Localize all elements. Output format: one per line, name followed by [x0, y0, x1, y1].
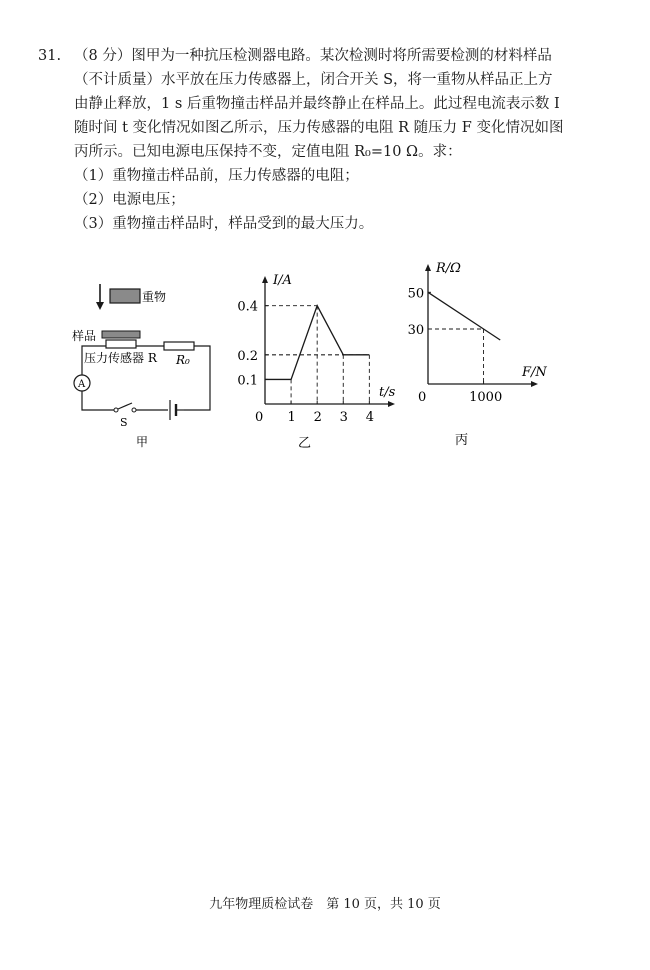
- down-arrow-icon: [96, 302, 104, 310]
- yi-y-tick-label: 0.4: [237, 299, 259, 315]
- yi-x-tick-label: 4: [365, 410, 375, 425]
- question-line-1: （8 分）图甲为一种抗压检测器电路。某次检测时将所需要检测的材料样品: [74, 48, 552, 64]
- page-footer: 九年物理质检试卷 第 10 页，共 10 页: [209, 897, 441, 912]
- bing-caption: 丙: [455, 433, 469, 448]
- yi-y-tick-label: 0.1: [237, 373, 259, 389]
- sample-block: [102, 331, 140, 338]
- figure-yi-chart: [232, 262, 402, 457]
- bing-y-tick-label: 30: [407, 323, 425, 338]
- yi-x-tick-label: 2: [313, 410, 322, 425]
- figure-jia-caption: 甲: [136, 435, 149, 449]
- sensor-label: 压力传感器 R: [84, 351, 157, 365]
- weight-block: [110, 289, 140, 303]
- yi-caption: 乙: [298, 436, 312, 451]
- question-line-3: 由静止释放，1 s 后重物撞击样品并最终静止在样品上。此过程电流表示数 I: [74, 96, 560, 112]
- subquestion-1: （1）重物撞击样品前，压力传感器的电阻；: [74, 168, 359, 184]
- bing-y-tick-label: 50: [407, 286, 425, 302]
- switch-label: S: [120, 416, 128, 429]
- yi-ylabel: I/A: [273, 273, 292, 288]
- question-number: 31.: [38, 48, 62, 64]
- yi-x-tick-label: 1: [287, 410, 296, 425]
- yi-x-tick-label: 0: [255, 410, 264, 425]
- yi-y-arrow-icon: [262, 276, 268, 283]
- switch-icon: [118, 403, 132, 409]
- resistor-label: R₀: [176, 353, 190, 367]
- figure-bing-chart: [400, 252, 550, 457]
- subquestion-3: （3）重物撞击样品时，样品受到的最大压力。: [74, 216, 374, 232]
- bing-xlabel: F/N: [522, 365, 547, 380]
- sample-label: 样品: [72, 329, 97, 343]
- bing-x-arrow-icon: [531, 381, 538, 387]
- subquestion-2: （2）电源电压；: [74, 192, 185, 208]
- bing-x-tick-label: 0: [418, 390, 427, 405]
- bing-ylabel: R/Ω: [436, 261, 461, 276]
- weight-label: 重物: [142, 290, 167, 304]
- question-line-2: （不计质量）水平放在压力传感器上，闭合开关 S，将一重物从样品正上方: [74, 72, 553, 88]
- pressure-sensor: [106, 340, 136, 348]
- yi-y-tick-label: 0.2: [237, 348, 259, 364]
- resistor-r0: [164, 342, 194, 350]
- figure-jia-circuit: [62, 272, 222, 452]
- bing-x-tick-label: 1000: [469, 390, 503, 405]
- yi-xlabel: t/s: [379, 385, 396, 400]
- ammeter-label: A: [78, 379, 86, 390]
- question-line-4: 随时间 t 变化情况如图乙所示，压力传感器的电阻 R 随压力 F 变化情况如图: [74, 120, 564, 136]
- question-line-5: 丙所示。已知电源电压保持不变，定值电阻 R₀=10 Ω。求：: [74, 144, 462, 160]
- yi-x-arrow-icon: [388, 401, 395, 407]
- yi-x-tick-label: 3: [339, 410, 348, 425]
- bing-y-arrow-icon: [425, 264, 431, 271]
- bing-series-line: [428, 292, 500, 340]
